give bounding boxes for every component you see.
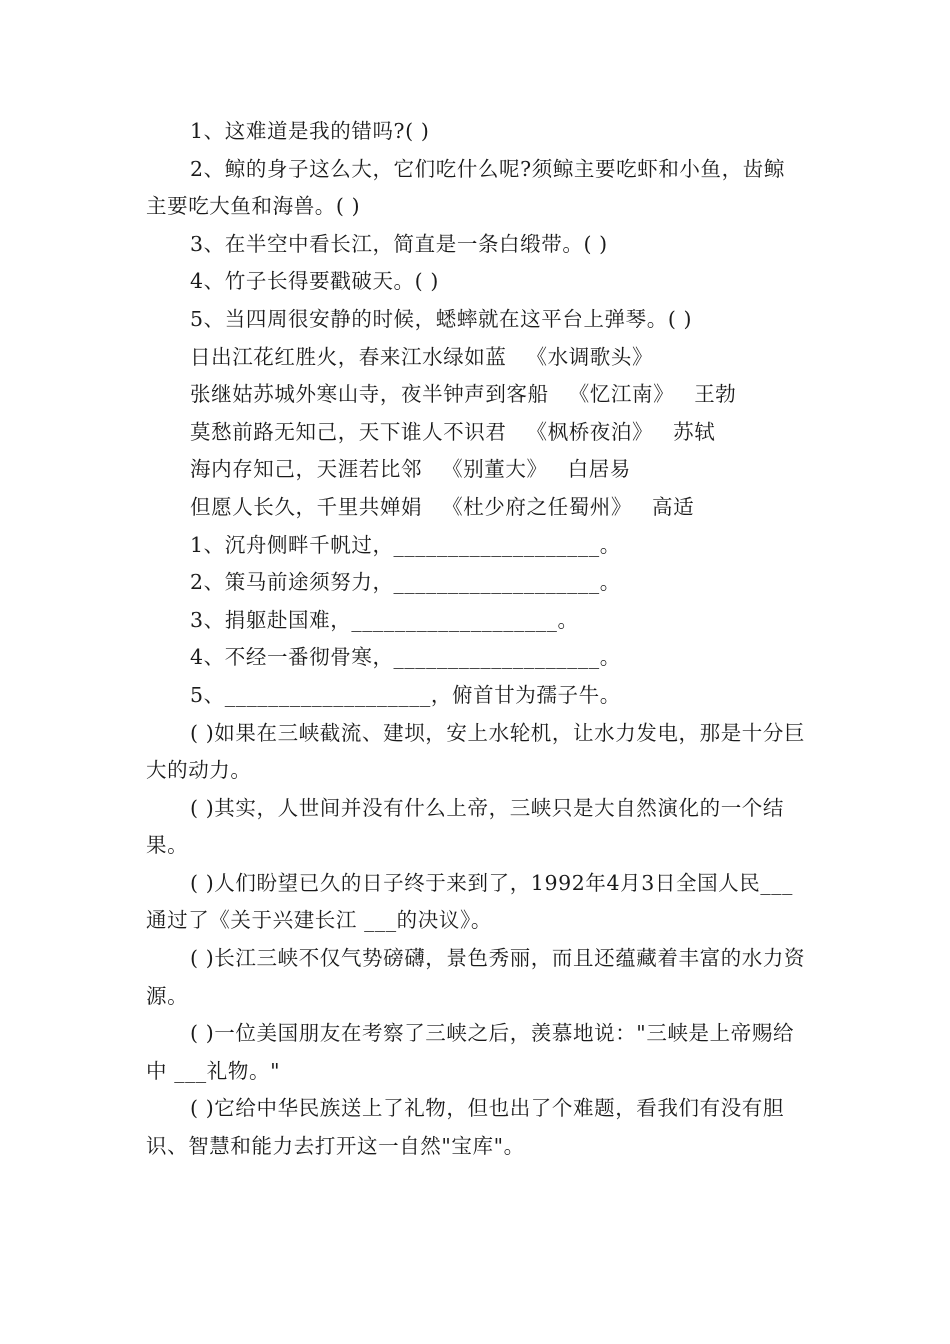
poem-line: 海内存知己，天涯若比邻	[190, 457, 423, 482]
fill-blank-item: 2、策马前途须努力，___________________。	[190, 570, 621, 595]
poem-row	[146, 339, 806, 377]
poem-author: 苏轼	[673, 419, 716, 444]
poem-author: 高适	[652, 494, 695, 519]
poem-line: 张继姑苏城外寒山寺，夜半钟声到客船	[190, 382, 549, 407]
fill-blank-item: 5、___________________，俯首甘为孺子牛。	[190, 682, 621, 707]
poem-title: 《别董大》	[442, 457, 548, 482]
judge-item: 1、这难道是我的错吗?( )	[190, 119, 430, 143]
ordering-item: ( )如果在三峡截流、建坝，安上水轮机，让水力发电，那是十分巨大的动力。	[146, 720, 806, 783]
poem-title: 《枫桥夜泊》	[526, 419, 654, 444]
poem-author: 王勃	[694, 382, 737, 407]
poem-row	[146, 414, 806, 452]
poem-line: 但愿人长久，千里共婵娟	[190, 494, 423, 519]
poem-line: 莫愁前路无知己，天下谁人不识君	[190, 419, 507, 444]
poem-row	[146, 451, 806, 489]
ordering-item: ( )人们盼望已久的日子终于来到了，1992年4月3日全国人民___通过了《关于兴建长江 ___的决议》。	[146, 870, 793, 933]
poem-title: 《水调歌头》	[526, 344, 654, 369]
poem-title: 《忆江南》	[568, 382, 675, 407]
poem-title: 《杜少府之任蜀州》	[442, 494, 633, 519]
judge-item: 3、在半空中看长江，简直是一条白缎带。( )	[190, 231, 608, 256]
ordering-item: ( )其实，人世间并没有什么上帝，三峡只是大自然演化的一个结果。	[146, 795, 785, 858]
judge-item: 5、当四周很安静的时候，蟋蟀就在这平台上弹琴。( )	[190, 306, 693, 331]
judge-item: 2、鲸的身子这么大，它们吃什么呢?须鲸主要吃虾和小鱼，齿鲸主要吃大鱼和海兽。( )	[146, 156, 785, 219]
document-page	[146, 113, 806, 1166]
ordering-item: ( )长江三峡不仅气势磅礴，景色秀丽，而且还蕴藏着丰富的水力资源。	[146, 946, 806, 1008]
fill-blank-item: 4、不经一番彻骨寒，___________________。	[190, 645, 621, 670]
poem-author: 白居易	[567, 457, 631, 482]
fill-blank-item: 3、捐躯赴国难，___________________。	[190, 607, 579, 632]
ordering-item: ( )一位美国朋友在考察了三峡之后，羡慕地说："三峡是上帝赐给中 ___礼物。"	[146, 1021, 795, 1083]
poem-row	[146, 489, 806, 527]
judge-item: 4、竹子长得要戳破天。( )	[190, 269, 439, 294]
poem-line: 日出江花红胜火，春来江水绿如蓝	[190, 344, 507, 369]
poem-row	[146, 376, 806, 414]
ordering-item: ( )它给中华民族送上了礼物，但也出了个难题，看我们有没有胆识、智慧和能力去打开这一自然"宝库"。	[146, 1096, 785, 1159]
fill-blank-item: 1、沉舟侧畔千帆过，___________________。	[190, 532, 621, 557]
